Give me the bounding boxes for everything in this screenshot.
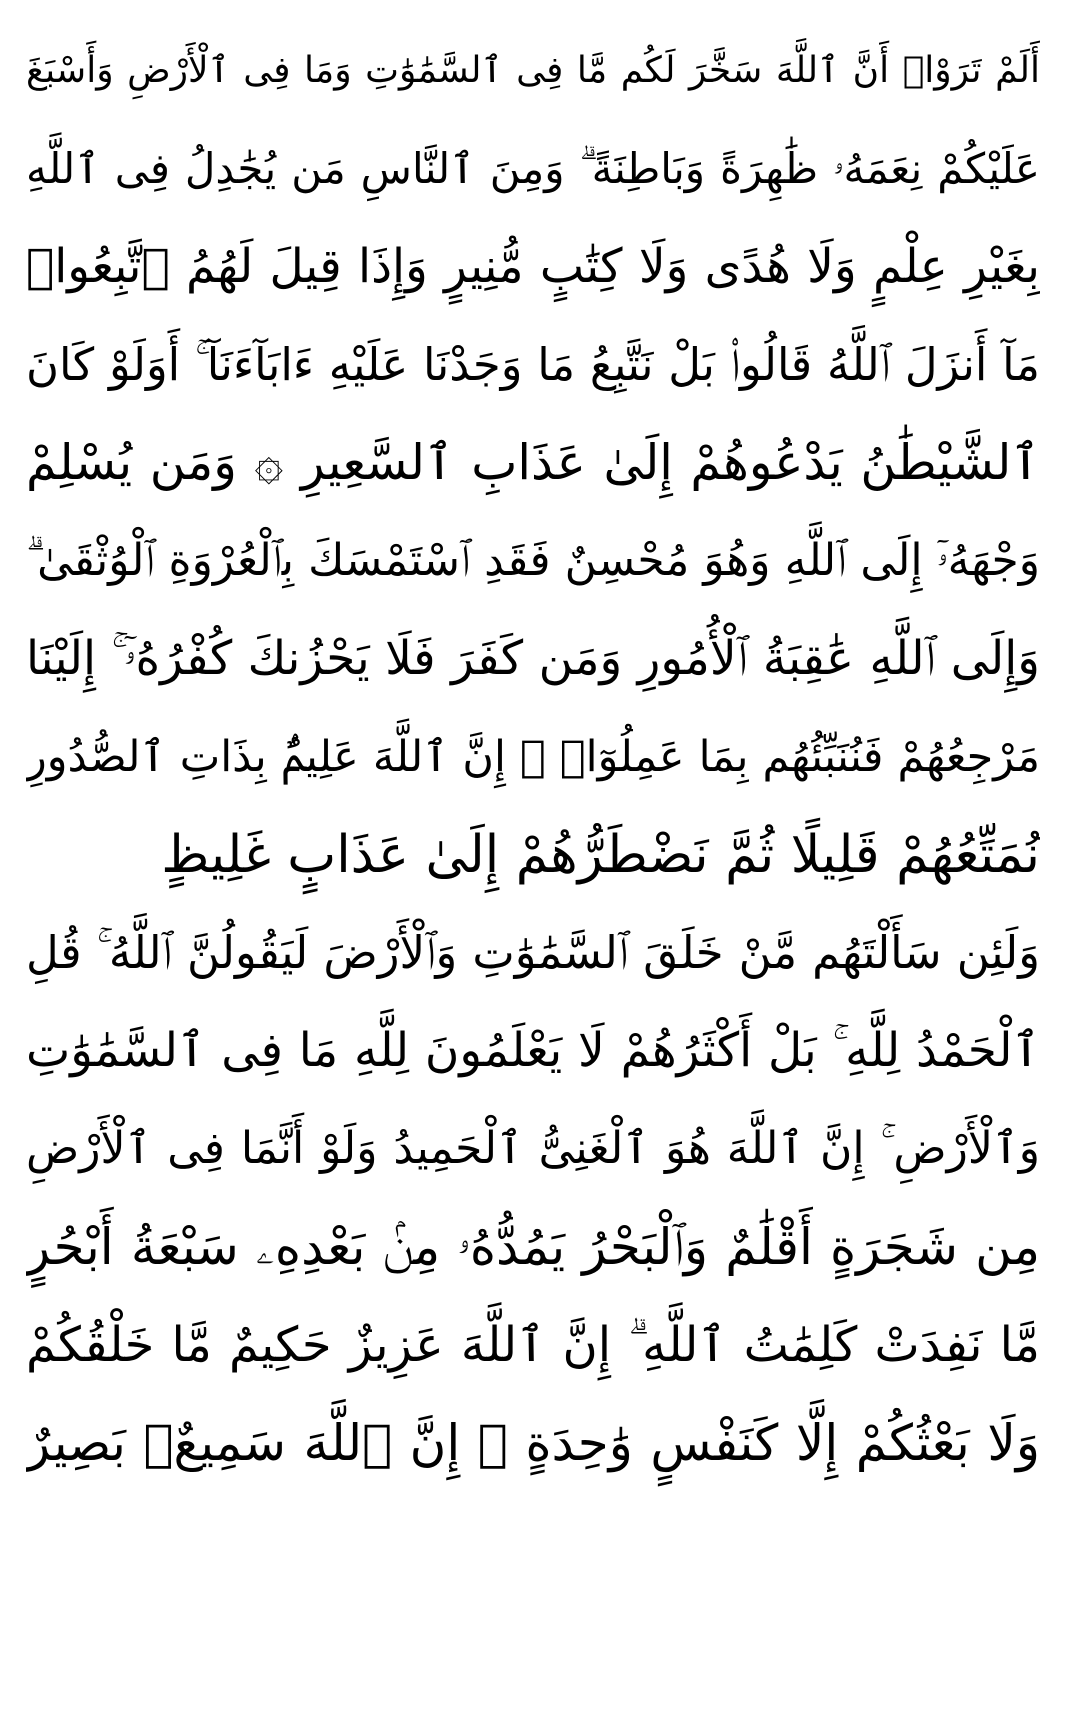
text-line-6: وَجْهَهُۥٓ إِلَى ٱللَّهِ وَهُوَ مُحْسِنٌ فَقَدِ ٱسْتَمْسَكَ بِٱلْعُرْوَةِ ٱلْوُثْقَىٰ ۗ bbox=[26, 535, 1040, 586]
text-line-14: مَّا نَفِدَتْ كَلِمَٰتُ ٱللَّهِ ۗ إِنَّ ٱللَّهَ عَزِيزٌ حَكِيمٌ مَّا خَلْقُكُمْ bbox=[26, 1317, 1040, 1373]
text-line-8: مَرْجِعُهُمْ فَنُنَبِّئُهُم بِمَا عَمِلُوٓا۟ ۚ إِنَّ ٱللَّهَ عَلِيمٌۢ بِذَاتِ ٱلصُّدُورِ bbox=[26, 732, 1040, 782]
text-line-10: وَلَئِن سَأَلْتَهُم مَّنْ خَلَقَ ٱلسَّمَٰوَٰتِ وَٱلْأَرْضَ لَيَقُولُنَّ ٱللَّهُ ۚ قُلِ bbox=[26, 926, 1040, 979]
text-line-12: وَٱلْأَرْضِ ۚ إِنَّ ٱللَّهَ هُوَ ٱلْغَنِىُّ ٱلْحَمِيدُ وَلَوْ أَنَّمَا فِى ٱلْأَرْضِ bbox=[26, 1123, 1040, 1174]
text-line-7: وَإِلَى ٱللَّهِ عَٰقِبَةُ ٱلْأُمُورِ وَمَن كَفَرَ فَلَا يَحْزُنكَ كُفْرُهُۥٓ ۚ إِلَيْنَا bbox=[26, 631, 1040, 686]
text-line-13: مِن شَجَرَةٍ أَقْلَٰمٌ وَٱلْبَحْرُ يَمُدُّهُۥ مِنۢ بَعْدِهِۦ سَبْعَةُ أَبْحُرٍ bbox=[26, 1218, 1040, 1276]
text-line-15: وَلَا بَعْثُكُمْ إِلَّا كَنَفْسٍ وَٰحِدَةٍ ۗ إِنَّ ٱللَّهَ سَمِيعٌۢ بَصِيرٌ bbox=[26, 1414, 1040, 1472]
text-line-1: أَلَمْ تَرَوْا۟ أَنَّ ٱللَّهَ سَخَّرَ لَكُم مَّا فِى ٱلسَّمَٰوَٰتِ وَمَا فِى ٱلْأَرْضِ وَأَسْبَغَ bbox=[26, 50, 1040, 91]
text-line-9: نُمَتِّعُهُمْ قَلِيلًا ثُمَّ نَضْطَرُّهُمْ إِلَىٰ عَذَابٍ غَلِيظٍ bbox=[161, 825, 1040, 885]
verse-lines bbox=[26, 22, 1040, 1492]
text-line-11: ٱلْحَمْدُ لِلَّهِ ۚ بَلْ أَكْثَرُهُمْ لَا يَعْلَمُونَ لِلَّهِ مَا فِى ٱلسَّمَٰوَٰتِ bbox=[26, 1023, 1040, 1078]
text-line-5: ٱلشَّيْطَٰنُ يَدْعُوهُمْ إِلَىٰ عَذَابِ ٱلسَّعِيرِ ۞ وَمَن يُسْلِمْ bbox=[26, 434, 1040, 491]
text-line-3: بِغَيْرِ عِلْمٍ وَلَا هُدًى وَلَا كِتَٰبٍ مُّنِيرٍ وَإِذَا قِيلَ لَهُمُ ٱتَّبِعُوا۟ bbox=[26, 239, 1040, 294]
text-line-4: مَآ أَنزَلَ ٱللَّهُ قَالُوا۟ بَلْ نَتَّبِعُ مَا وَجَدْنَا عَلَيْهِ ءَابَآءَنَآ ۚ أَوَلَوْ كَانَ bbox=[26, 338, 1040, 391]
text-line-2: عَلَيْكُمْ نِعَمَهُۥ ظَٰهِرَةً وَبَاطِنَةً ۗ وَمِنَ ٱلنَّاسِ مَن يُجَٰدِلُ فِى ٱللَّهِ bbox=[26, 144, 1040, 193]
